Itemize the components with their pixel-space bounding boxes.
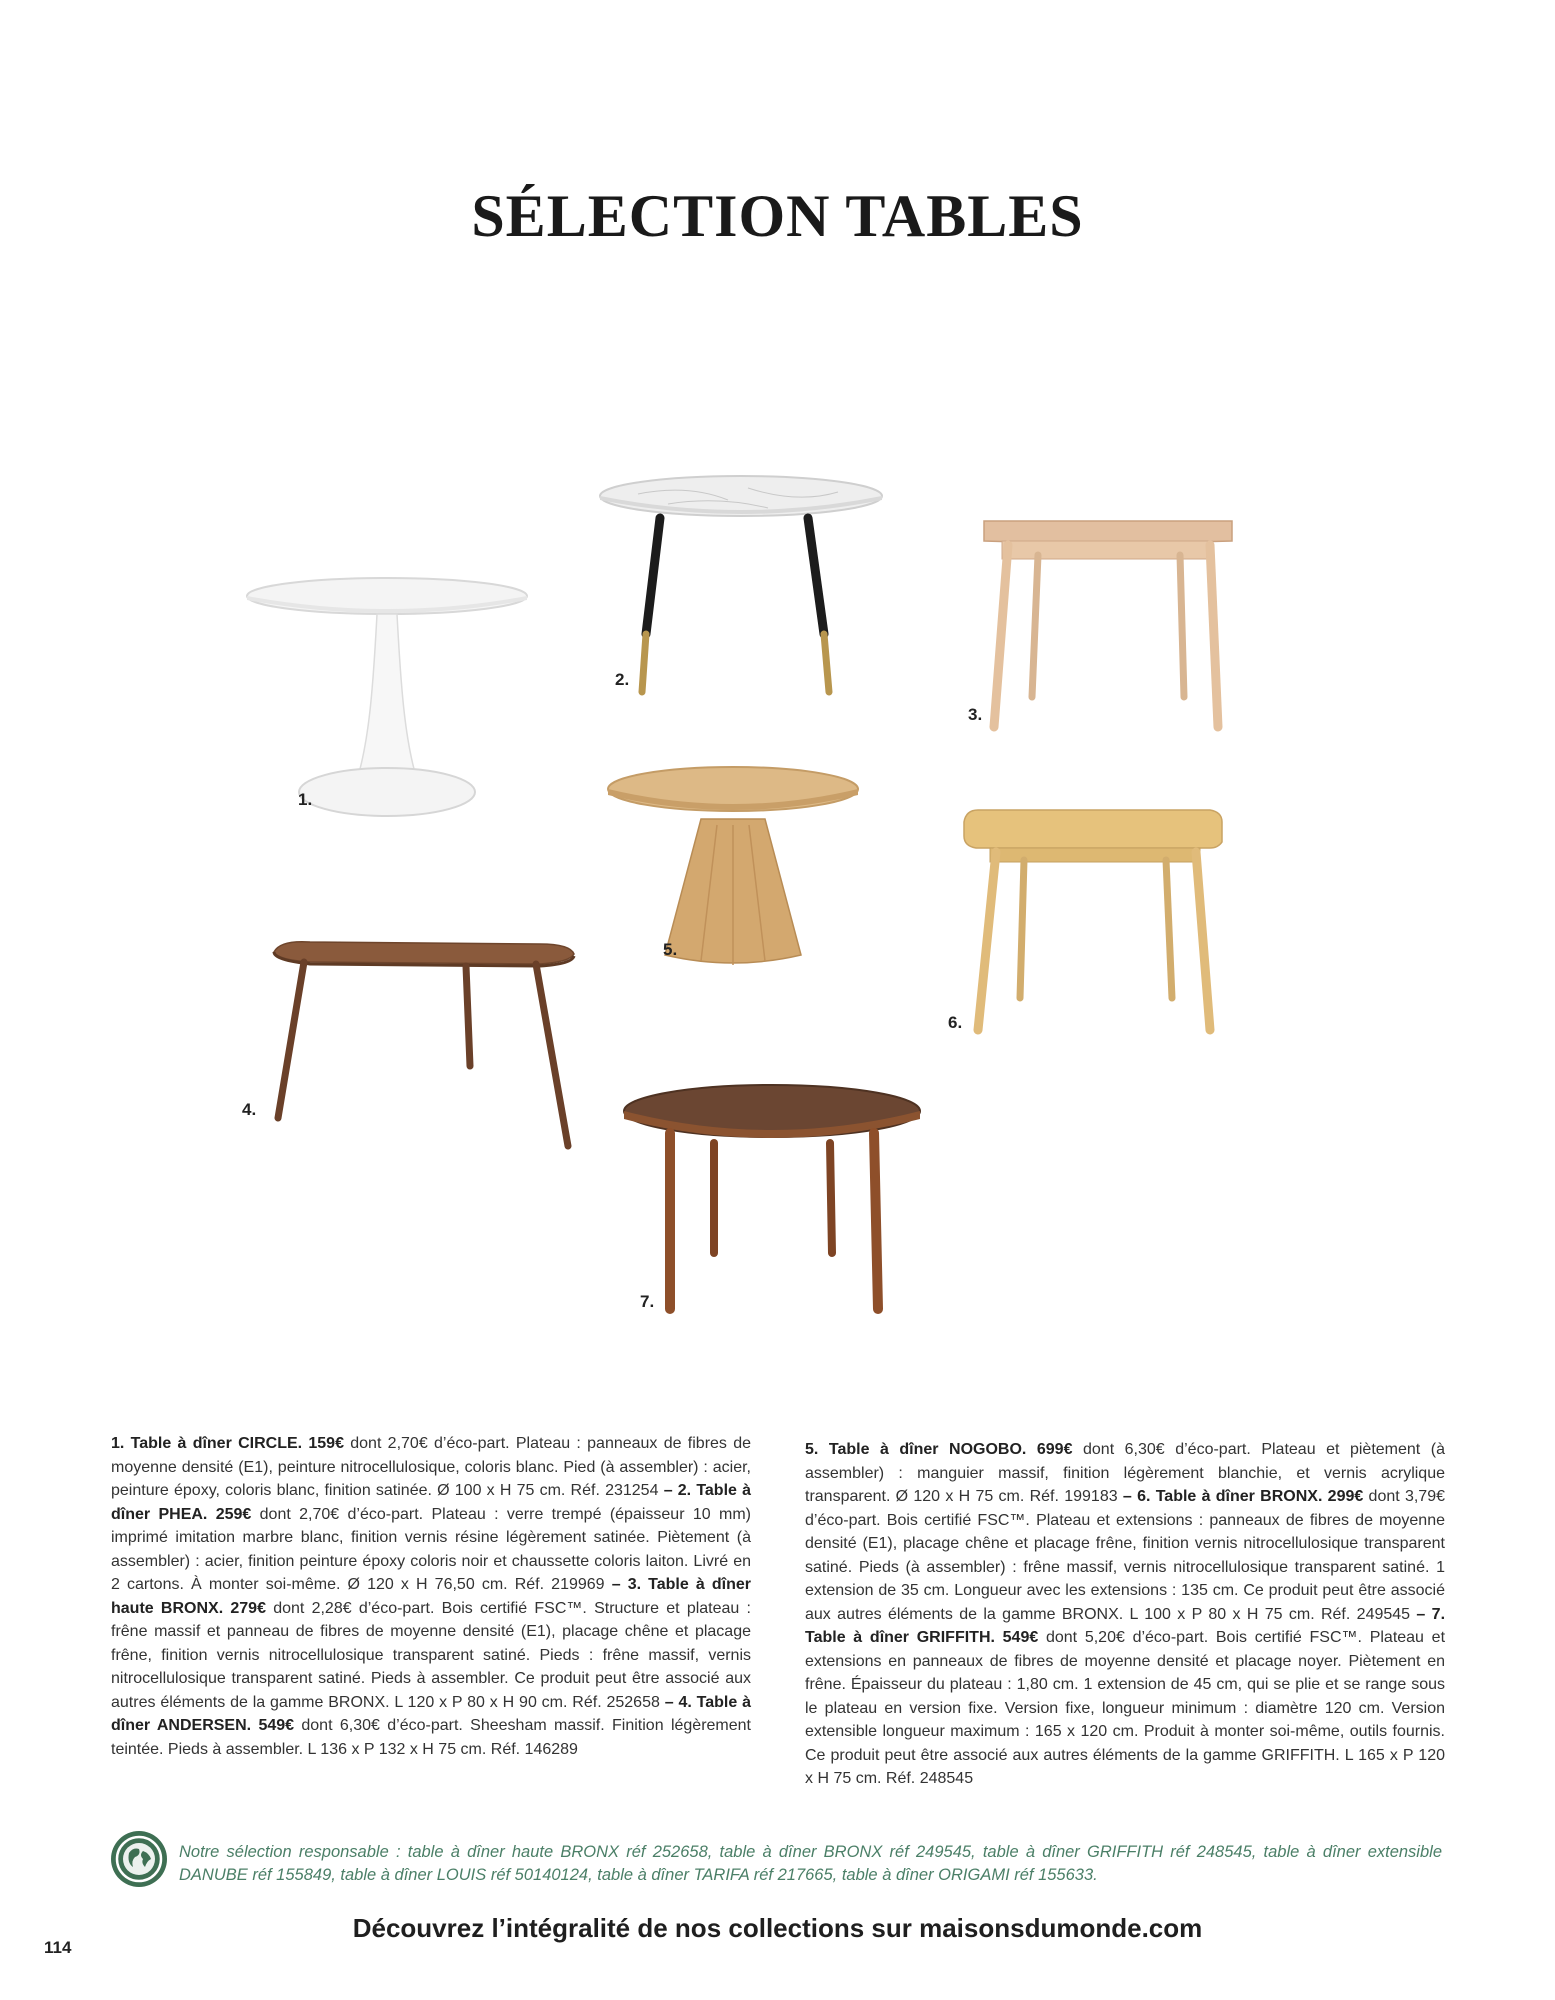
product-image-bronx-table bbox=[960, 808, 1230, 1038]
product-image-griffith-table bbox=[622, 1083, 922, 1323]
globe-icon bbox=[111, 1831, 167, 1887]
description-column-right bbox=[805, 1438, 1445, 1791]
product-image-andersen-table bbox=[270, 938, 580, 1158]
product-2-heading: – 2. Table à dîner PHEA. 259€ bbox=[111, 1482, 752, 1523]
product-number-6: 6. bbox=[948, 1013, 963, 1032]
product-number-5: 5. bbox=[663, 940, 678, 959]
page-number: 114 bbox=[44, 1938, 72, 1957]
responsible-selection-note: Notre sélection responsable : table à dîner haute BRONX réf 252658, table à dîner BRONX réf 249545, table à dîner GRIFFITH réf 248545, table à dîner extensible DANUBE réf 155849, table à dîner LOUIS réf 50140124, table à dîner TARIFA réf 217665, table à dîner ORIGAMI réf 155633. bbox=[179, 1843, 1442, 1884]
product-number-3: 3. bbox=[968, 705, 983, 724]
product-image-phea-table bbox=[598, 474, 888, 704]
product-7-description: dont 5,20€ d’éco-part. Bois certifié FSC™. Plateau et extensions en panneaux de fibres de moyenne densité et placage noyer. Piètement en frêne. Épaisseur du plateau : 1,80 cm. 1 extension de 45 cm, qui se plie et se range sous le plateau en version fixe. Version fixe, longueur minimum : diamètre 120 cm. Version extensible longueur maximum : 165 x 120 cm. Produit à monter soi-même, outils fournis. Ce produit peut être associé aux autres éléments de la gamme GRIFFITH. L 165 x P 120 x H 75 cm. Réf. 248545 bbox=[805, 1629, 1446, 1787]
product-image-nogobo-table bbox=[605, 765, 865, 975]
product-4-heading: – 4. Table à dîner ANDERSEN. 549€ bbox=[111, 1693, 751, 1734]
website-promo: Découvrez l’intégralité de nos collections sur maisonsdumonde.com bbox=[352, 1913, 1203, 1943]
product-6-heading: – 6. Table à dîner BRONX. 299€ bbox=[1122, 1488, 1364, 1505]
product-1-description: dont 2,70€ d’éco-part. Plateau : panneaux de fibres de moyenne densité (E1), peinture nitrocellulosique, coloris blanc. Pied (à assembler) : acier, peinture époxy, coloris blanc, finition satinée. Ø 100 x H 75 cm. Réf. 231254 bbox=[111, 1435, 752, 1499]
product-5-heading: 5. Table à dîner NOGOBO. 699€ bbox=[805, 1441, 1073, 1458]
description-column-left bbox=[111, 1432, 751, 1761]
page-title: SÉLECTION TABLES bbox=[471, 183, 1084, 249]
product-3-description: dont 2,28€ d’éco-part. Bois certifié FSC™. Structure et plateau : frêne massif et panneau de fibres de moyenne densité (E1), placage chêne et placage frêne, finition vernis nitrocellulosique transparent satiné. Pieds : frêne massif, vernis nitrocellulosique transparent satiné. Pieds à assembler. Ce produit peut être associé aux autres éléments de la gamme BRONX. L 120 x P 80 x H 90 cm. Réf. 252658 bbox=[111, 1599, 751, 1711]
product-number-7: 7. bbox=[640, 1292, 655, 1311]
product-3-heading: – 3. Table à dîner haute BRONX. 279€ bbox=[111, 1576, 752, 1617]
product-4-description: dont 6,30€ d’éco-part. Sheesham massif. Finition légèrement teintée. Pieds à assembler. L 136 x P 132 x H 75 cm. Réf. 146289 bbox=[111, 1717, 751, 1758]
product-number-4: 4. bbox=[242, 1100, 257, 1119]
product-2-description: dont 2,70€ d’éco-part. Plateau : verre trempé (épaisseur 10 mm) imprimé imitation marbre blanc, finition vernis résine légèrement satinée. Piètement (à assembler) : acier, finition peinture époxy coloris noir et chaussette coloris laiton. Livré en 2 cartons. À monter soi-même. Ø 120 x H 76,50 cm. Réf. 219969 bbox=[111, 1505, 752, 1593]
product-number-1: 1. bbox=[298, 790, 313, 809]
product-6-description: dont 3,79€ d’éco-part. Bois certifié FSC™. Plateau et extensions : panneaux de fibres de moyenne densité (E1), placage chêne et placage frêne, finition vernis nitrocellulosique transparent satiné. Pieds (à assembler) : frêne massif, vernis nitrocellulosique transparent satiné. 1 extension de 35 cm. Longueur avec les extensions : 135 cm. Ce produit peut être associé aux autres éléments de la gamme BRONX. L 100 x P 80 x H 75 cm. Réf. 249545 bbox=[805, 1488, 1446, 1623]
product-image-bronx-high-table bbox=[980, 515, 1240, 735]
product-1-heading: 1. Table à dîner CIRCLE. 159€ bbox=[111, 1435, 344, 1452]
product-number-2: 2. bbox=[615, 670, 630, 689]
product-7-heading: – 7. Table à dîner GRIFFITH. 549€ bbox=[805, 1605, 1446, 1646]
product-image-circle-table bbox=[245, 570, 535, 820]
product-5-description: dont 6,30€ d’éco-part. Plateau et piètement (à assembler) : manguier massif, finition légèrement blanchie, et vernis acrylique transparent. Ø 120 x H 75 cm. Réf. 199183 bbox=[805, 1441, 1445, 1505]
